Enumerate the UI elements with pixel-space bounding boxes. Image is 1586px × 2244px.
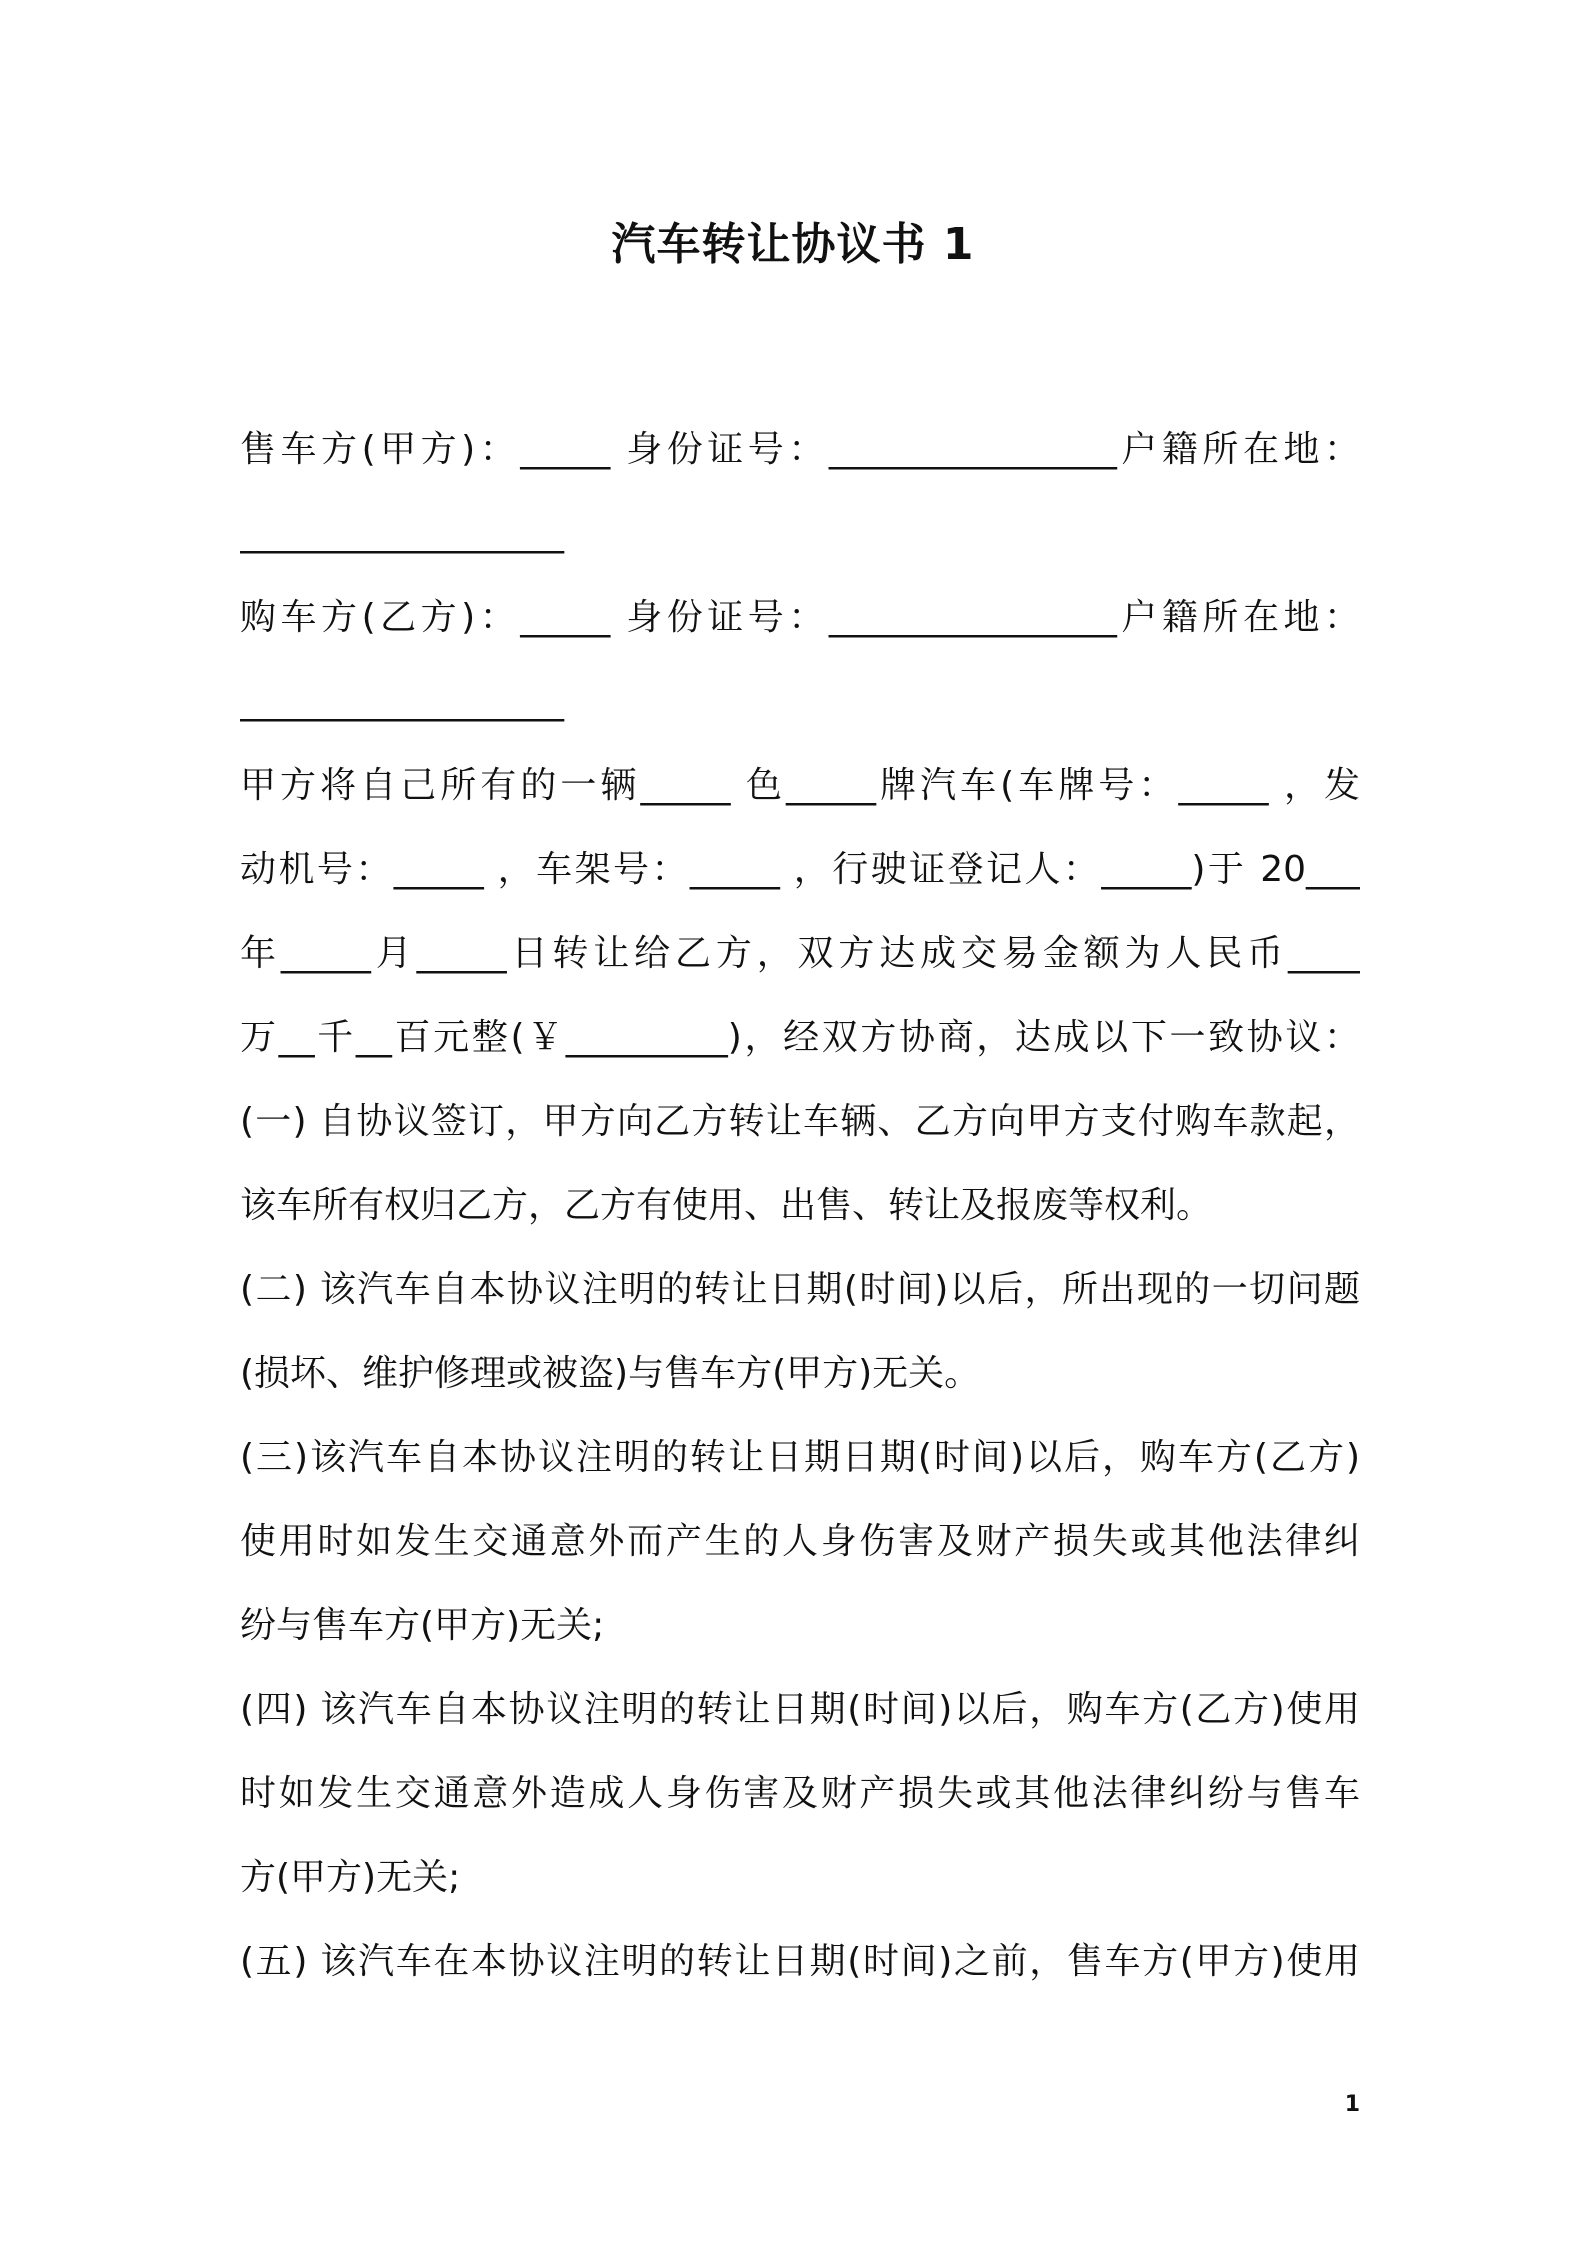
clause-4-line-2: 时如发生交通意外造成人身伤害及财产损失或其他法律纠纷与售车	[240, 1773, 1360, 1814]
clause-1-line-2: 该车所有权归乙方，乙方有使用、出售、转让及报废等权利。	[240, 1185, 1213, 1226]
clause-2-line-1: (二) 该汽车自本协议注明的转让日期(时间)以后，所出现的一切问题	[240, 1269, 1360, 1310]
clause-1-line-1: (一) 自协议签订，甲方向乙方转让车辆、乙方向甲方支付购车款起，	[240, 1101, 1360, 1142]
vehicle-paragraph-line-1: 甲方将自己所有的一辆_____ 色_____牌汽车(车牌号：_____ ，发	[240, 765, 1360, 806]
vehicle-paragraph-line-4: 万__千__百元整(￥_________)，经双方协商，达成以下一致协议：	[240, 1017, 1360, 1058]
seller-info-line: 售车方(甲方)：_____ 身份证号：________________户籍所在地：	[240, 429, 1360, 470]
buyer-address-blank: __________________	[240, 681, 564, 722]
clause-3-line-2: 使用时如发生交通意外而产生的人身伤害及财产损失或其他法律纠	[240, 1521, 1360, 1562]
vehicle-paragraph-line-3: 年_____月_____日转让给乙方，双方达成交易金额为人民币____	[240, 933, 1360, 974]
clause-3-line-3: 纷与售车方(甲方)无关;	[240, 1605, 605, 1646]
clause-5-line-1: (五) 该汽车在本协议注明的转让日期(时间)之前，售车方(甲方)使用	[240, 1941, 1360, 1982]
clause-4-line-3: 方(甲方)无关;	[240, 1857, 461, 1898]
document-title: 汽车转让协议书 1	[611, 219, 975, 270]
clause-4-line-1: (四) 该汽车自本协议注明的转让日期(时间)以后，购车方(乙方)使用	[240, 1689, 1360, 1730]
document-body	[240, 408, 1360, 2004]
seller-address-blank: __________________	[240, 513, 564, 554]
buyer-info-line: 购车方(乙方)：_____ 身份证号：________________户籍所在地：	[240, 597, 1360, 638]
page-number: 1	[1344, 2092, 1360, 2117]
clause-3-line-1: (三)该汽车自本协议注明的转让日期日期(时间)以后，购车方(乙方)	[240, 1437, 1360, 1478]
vehicle-paragraph-line-2: 动机号：_____ ，车架号：_____ ，行驶证登记人：_____)于 20___	[240, 849, 1360, 890]
clause-2-line-2: (损坏、维护修理或被盗)与售车方(甲方)无关。	[240, 1353, 981, 1394]
